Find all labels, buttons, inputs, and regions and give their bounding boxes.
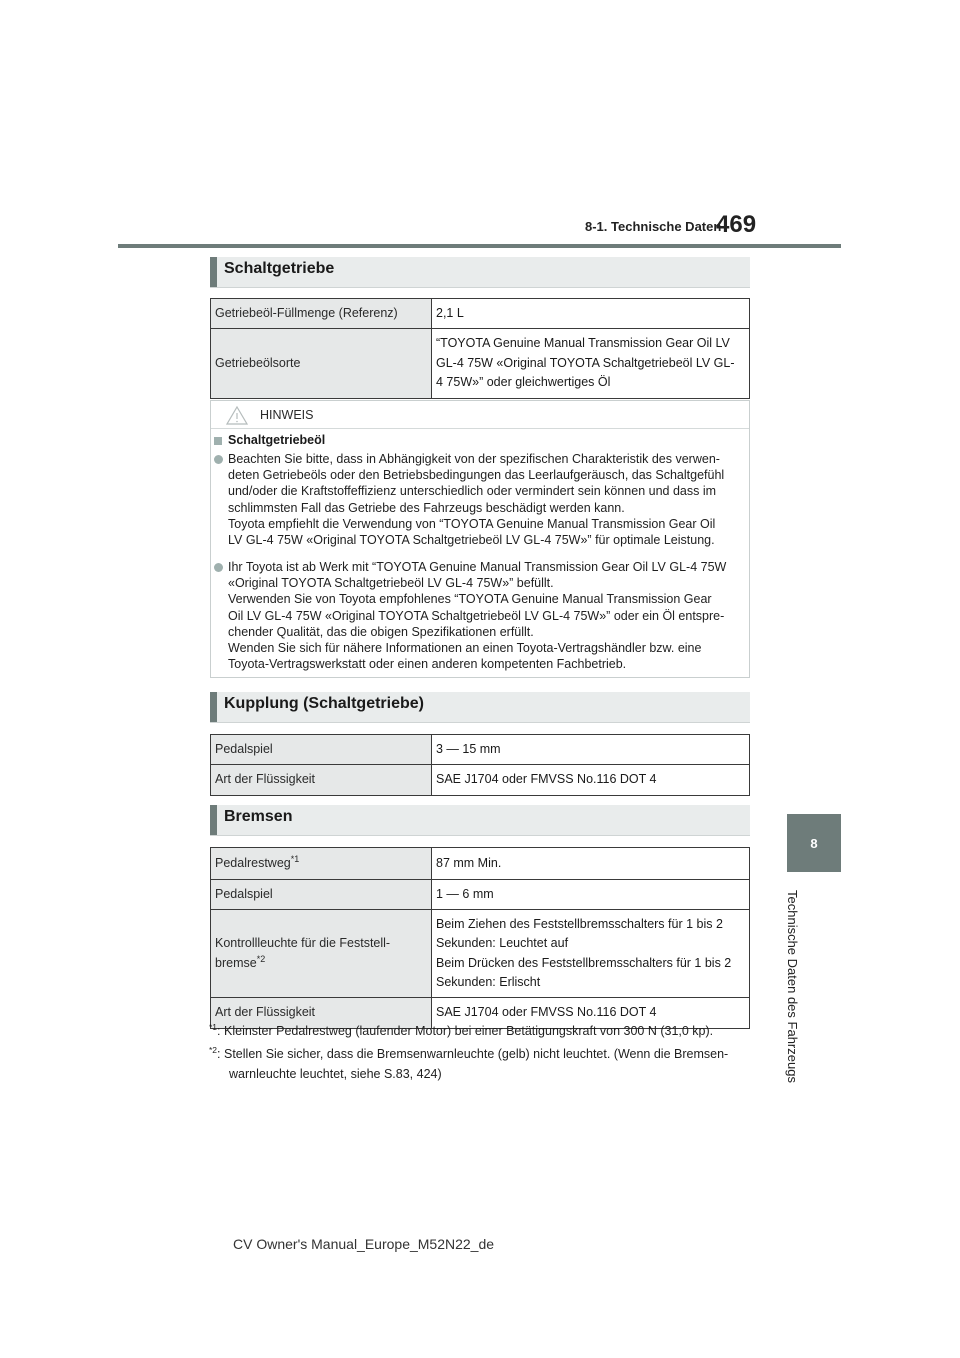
schaltgetriebe-table [210, 298, 750, 399]
table-row [211, 735, 750, 765]
footnote-text: Kleinster Pedalrestweg (laufender Motor) bei einer Betätigungskraft von 300 N (31,0 kp). [224, 1024, 714, 1039]
text-line: Verwenden Sie von Toyota empfohlenes “TOYOTA Genuine Manual Transmission Gear [228, 592, 712, 607]
table-key [211, 909, 432, 998]
heading-text: Bremsen [224, 808, 293, 825]
table-value [432, 329, 750, 398]
text-line: LV GL-4 75W «Original TOYOTA Schaltgetriebeöl LV GL-4 75W»” für optimale Leistung. [228, 533, 715, 548]
footnote-continuation: warnleuchte leuchtet, siehe S.83, 424) [229, 1067, 442, 1081]
table-value: SAE J1704 oder FMVSS No.116 DOT 4 [432, 765, 750, 795]
footnote-text: Stellen Sie sicher, dass die Bremsenwarnleuchte (gelb) nicht leuchtet. (Wenn die Bremsen- [224, 1047, 729, 1062]
table-value: 87 mm Min. [432, 848, 750, 880]
value-line: Sekunden: Leuchtet auf [436, 936, 569, 951]
table-row [211, 329, 750, 398]
notice-header [211, 401, 749, 429]
table-value: 2,1 L [432, 299, 750, 329]
notice-title: HINWEIS [260, 408, 314, 422]
table-key: Pedalspiel [211, 735, 432, 765]
text-line: «Original TOYOTA Schaltgetriebeöl LV GL-4 75W»” befüllt. [228, 576, 554, 591]
value-line: GL-4 75W «Original TOYOTA Schaltgetriebeöl LV GL- [436, 355, 735, 370]
heading-text: Kupplung (Schaltgetriebe) [224, 695, 424, 712]
bullet-icon [214, 563, 223, 572]
footnote-mark: *2 [209, 1045, 218, 1055]
table-key [211, 848, 432, 880]
table-row [211, 879, 750, 909]
chapter-side-label: Technische Daten des Fahrzeugs [785, 890, 800, 1083]
text-line: Beachten Sie bitte, dass in Abhängigkeit von der spezifischen Charakteristik des verwen- [228, 452, 720, 466]
text-line: Toyota-Vertragswerkstatt oder einen anderen kompetenten Fachbetrieb. [228, 657, 627, 672]
table-row [211, 848, 750, 880]
value-line: “TOYOTA Genuine Manual Transmission Gear Oil LV [436, 336, 730, 351]
table-value: 1 — 6 mm [432, 879, 750, 909]
value-line: Beim Drücken des Feststellbremsschalters für 1 bis 2 [436, 955, 732, 970]
text-line: Ihr Toyota ist ab Werk mit “TOYOTA Genuine Manual Transmission Gear Oil LV GL-4 75W [228, 560, 727, 574]
text-line: chender Qualität, das die obigen Spezifikationen erfüllt. [228, 624, 534, 639]
table-row [211, 909, 750, 998]
text-line: deten Getriebeöls oder den Betriebsbedingungen das Leerlaufgeräusch, das Schaltgefühl [228, 468, 725, 483]
text-line: schlimmsten Fall das Getriebe des Fahrzeugs beschädigt werden kann. [228, 500, 625, 515]
table-key: Getriebeölsorte [211, 329, 432, 398]
key-line: bremse [215, 956, 257, 971]
heading-bar [210, 257, 217, 287]
footnote-ref: *1 [290, 854, 300, 864]
key-line: Kontrollleuchte für die Feststell- [215, 935, 391, 950]
section-heading-schaltgetriebe [210, 257, 750, 288]
notice-subheading: Schaltgetriebeöl [228, 433, 326, 447]
page-number: 469 [716, 211, 757, 238]
table-value: SAE J1704 oder FMVSS No.116 DOT 4 [432, 998, 750, 1028]
footnote: $^{*1}$: Kleinster Pedalrestweg (laufender Motor) bei einer Betätigungskraft von 300 N (31,0 kp). [209, 1022, 714, 1039]
table-key: Getriebeöl-Füllmenge (Referenz) [211, 299, 432, 329]
square-bullet-icon [214, 437, 222, 445]
heading-bar [210, 692, 217, 722]
warning-triangle-icon [226, 406, 248, 425]
footer-text: CV Owner's Manual_Europe_M52N22_de [233, 1236, 495, 1252]
heading-bar [210, 805, 217, 835]
table-key: Pedalspiel [211, 879, 432, 909]
value-line: 4 75W»” oder gleichwertiges Öl [436, 375, 611, 390]
section-heading-kupplung [210, 692, 750, 723]
header-rule [118, 244, 841, 248]
table-value [432, 909, 750, 998]
notice-box [210, 400, 750, 678]
text-line: Toyota empfiehlt die Verwendung von “TOYOTA Genuine Manual Transmission Gear Oil [228, 516, 716, 531]
text-line: und/oder die Kraftstoffeffizienz unterschiedlich oder vermindert sein können und dass im [228, 484, 717, 499]
bullet-icon [214, 455, 223, 464]
value-line: Sekunden: Erlischt [436, 975, 541, 990]
footnote-mark: *1 [209, 1022, 218, 1032]
section-title: 8-1. Technische Daten [585, 219, 722, 234]
value-line: Beim Ziehen des Feststellbremsschalters für 1 bis 2 [436, 916, 723, 931]
key-text: Pedalrestweg [215, 856, 291, 871]
section-heading-bremsen [210, 805, 750, 836]
footnote-ref: *2 [256, 954, 266, 965]
notice-paragraph [228, 559, 744, 672]
table-key: Art der Flüssigkeit [211, 998, 432, 1028]
text-line: Oil LV GL-4 75W «Original TOYOTA Schaltgetriebeöl LV GL-4 75W»” oder ein Öl entspre- [228, 608, 725, 623]
kupplung-table [210, 734, 750, 796]
key-line-wrap [215, 953, 427, 974]
footnote: $^{*2}$: Stellen Sie sicher, dass die Bremsenwarnleuchte (gelb) nicht leuchtet. (Wenn die Bremsen- [209, 1045, 729, 1062]
table-key: Art der Flüssigkeit [211, 765, 432, 795]
chapter-tab[interactable]: 8 [787, 814, 841, 872]
table-row [211, 765, 750, 795]
notice-paragraph [228, 451, 744, 548]
table-value: 3 — 15 mm [432, 735, 750, 765]
heading-text: Schaltgetriebe [224, 260, 335, 277]
table-row [211, 299, 750, 329]
text-line: Wenden Sie sich für nähere Informationen an einen Toyota-Vertragshändler bzw. eine [228, 641, 702, 656]
bremsen-table [210, 847, 750, 1029]
